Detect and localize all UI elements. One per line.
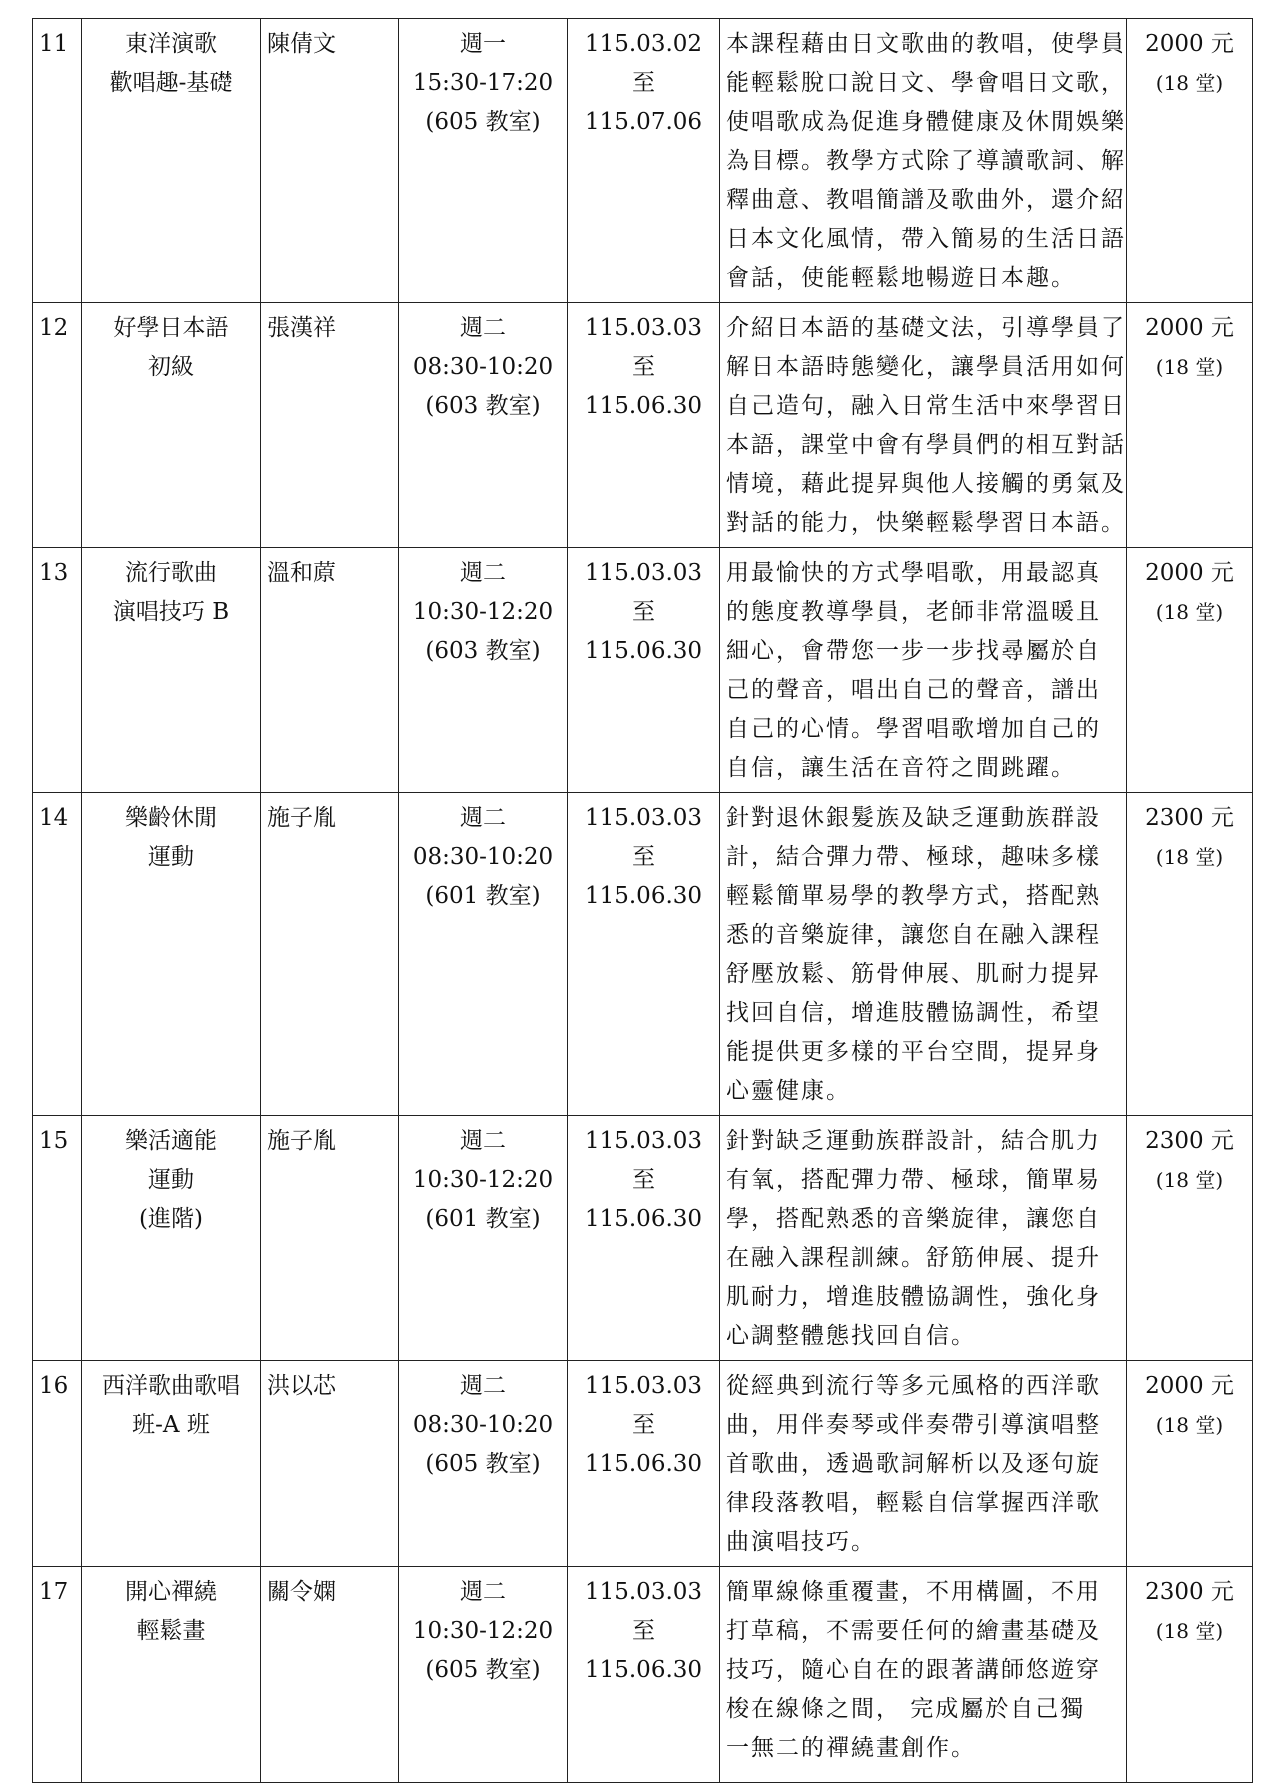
description-line: 律段落教唱，輕鬆自信掌握西洋歌 bbox=[726, 1490, 1101, 1516]
description-line: 曲演唱技巧。 bbox=[726, 1529, 876, 1555]
teacher-name: 施子胤 bbox=[267, 1128, 336, 1154]
fee-amount: 2000 元 bbox=[1145, 1373, 1234, 1399]
schedule-line: 10:30-12:20 bbox=[412, 1618, 554, 1644]
schedule-line: 08:30-10:20 bbox=[412, 1412, 554, 1438]
course-number: 12 bbox=[39, 315, 69, 341]
date-range-line: 至 bbox=[632, 354, 655, 380]
course-table bbox=[32, 18, 1253, 1783]
course-name-cell bbox=[82, 548, 261, 793]
date-range-line: 115.03.02 bbox=[584, 31, 703, 57]
description-cell bbox=[720, 548, 1127, 793]
schedule-cell bbox=[399, 1567, 568, 1783]
description-line: 在融入課程訓練。舒筋伸展、提升 bbox=[726, 1245, 1101, 1271]
date-range-line: 115.06.30 bbox=[584, 1206, 703, 1232]
date-range-line: 至 bbox=[632, 1618, 655, 1644]
schedule-line: (601 教室) bbox=[425, 883, 541, 909]
fee-cell bbox=[1127, 19, 1253, 303]
description-line: 對話的能力，快樂輕鬆學習日本語。 bbox=[726, 510, 1126, 536]
course-number-cell bbox=[33, 303, 82, 548]
session-count: (18 堂) bbox=[1155, 71, 1224, 95]
description-line: 技巧，隨心自在的跟著講師悠遊穿 bbox=[726, 1657, 1101, 1683]
schedule-line: 08:30-10:20 bbox=[412, 844, 554, 870]
date-range-line: 至 bbox=[632, 1412, 655, 1438]
schedule-cell bbox=[399, 1361, 568, 1567]
description-line: 悉的音樂旋律，讓您自在融入課程 bbox=[726, 922, 1101, 948]
description-line: 自己的心情。學習唱歌增加自己的 bbox=[726, 716, 1101, 742]
session-count: (18 堂) bbox=[1155, 1413, 1224, 1437]
description-line: 介紹日本語的基礎文法，引導學員了 bbox=[726, 315, 1126, 341]
schedule-cell bbox=[399, 1116, 568, 1361]
schedule-line: 週一 bbox=[460, 31, 506, 57]
schedule-cell bbox=[399, 303, 568, 548]
course-name-line: 樂齡休閒 bbox=[125, 805, 217, 831]
course-name-line: 演唱技巧 B bbox=[112, 599, 230, 625]
description-line: 心靈健康。 bbox=[726, 1078, 851, 1104]
description-line: 本課程藉由日文歌曲的教唱，使學員 bbox=[726, 31, 1126, 57]
description-line: 解日本語時態變化，讓學員活用如何 bbox=[726, 354, 1126, 380]
fee-amount: 2000 元 bbox=[1145, 31, 1234, 57]
fee-amount: 2300 元 bbox=[1145, 805, 1234, 831]
description-line: 本語，課堂中會有學員們的相互對話 bbox=[726, 432, 1126, 458]
session-count: (18 堂) bbox=[1155, 600, 1224, 624]
teacher-name: 陳倩文 bbox=[267, 31, 336, 57]
date-range-line: 115.07.06 bbox=[584, 109, 703, 135]
course-name-line: 運動 bbox=[148, 844, 194, 870]
schedule-line: (603 教室) bbox=[425, 638, 541, 664]
course-table-body bbox=[33, 19, 1253, 1783]
teacher-cell bbox=[261, 548, 399, 793]
table-row bbox=[33, 19, 1253, 303]
description-line: 用最愉快的方式學唱歌，用最認真 bbox=[726, 560, 1101, 586]
description-line: 針對退休銀髮族及缺乏運動族群設 bbox=[726, 805, 1101, 831]
date-range-line: 115.03.03 bbox=[584, 315, 703, 341]
fee-cell bbox=[1127, 1116, 1253, 1361]
schedule-line: 週二 bbox=[460, 315, 506, 341]
course-number: 13 bbox=[39, 560, 69, 586]
table-row bbox=[33, 1567, 1253, 1783]
fee-amount: 2300 元 bbox=[1145, 1579, 1234, 1605]
course-name-cell bbox=[82, 1567, 261, 1783]
course-name-line: 開心禪繞 bbox=[125, 1579, 217, 1605]
session-count: (18 堂) bbox=[1155, 1168, 1224, 1192]
course-number: 15 bbox=[39, 1128, 69, 1154]
date-range-cell bbox=[568, 19, 720, 303]
description-line: 輕鬆簡單易學的教學方式，搭配熟 bbox=[726, 883, 1101, 909]
description-line: 細心，會帶您一步一步找尋屬於自 bbox=[726, 638, 1101, 664]
date-range-line: 至 bbox=[632, 844, 655, 870]
description-line: 學，搭配熟悉的音樂旋律，讓您自 bbox=[726, 1206, 1101, 1232]
date-range-line: 115.03.03 bbox=[584, 805, 703, 831]
course-name-line: 運動 bbox=[148, 1167, 194, 1193]
session-count: (18 堂) bbox=[1155, 1619, 1224, 1643]
date-range-cell bbox=[568, 303, 720, 548]
schedule-cell bbox=[399, 793, 568, 1116]
date-range-line: 115.03.03 bbox=[584, 1373, 703, 1399]
course-name-line: 班-A 班 bbox=[132, 1412, 210, 1438]
session-count: (18 堂) bbox=[1155, 355, 1224, 379]
teacher-name: 張漢祥 bbox=[267, 315, 336, 341]
fee-cell bbox=[1127, 793, 1253, 1116]
date-range-line: 至 bbox=[632, 70, 655, 96]
description-line: 的態度教導學員，老師非常溫暖且 bbox=[726, 599, 1101, 625]
date-range-line: 115.06.30 bbox=[584, 1657, 703, 1683]
fee-cell bbox=[1127, 303, 1253, 548]
description-line: 釋曲意、教唱簡譜及歌曲外，還介紹 bbox=[726, 187, 1126, 213]
schedule-cell bbox=[399, 19, 568, 303]
course-number-cell bbox=[33, 1567, 82, 1783]
course-name-line: 樂活適能 bbox=[125, 1128, 217, 1154]
course-number-cell bbox=[33, 1361, 82, 1567]
date-range-line: 115.03.03 bbox=[584, 1128, 703, 1154]
teacher-cell bbox=[261, 19, 399, 303]
date-range-line: 至 bbox=[632, 1167, 655, 1193]
date-range-line: 至 bbox=[632, 599, 655, 625]
schedule-line: 10:30-12:20 bbox=[412, 1167, 554, 1193]
table-row bbox=[33, 303, 1253, 548]
description-line: 針對缺乏運動族群設計，結合肌力 bbox=[726, 1128, 1101, 1154]
schedule-line: 週二 bbox=[460, 1579, 506, 1605]
teacher-name: 溫和蒝 bbox=[267, 560, 336, 586]
description-cell bbox=[720, 1361, 1127, 1567]
date-range-cell bbox=[568, 793, 720, 1116]
course-name-line: 流行歌曲 bbox=[125, 560, 217, 586]
course-number: 14 bbox=[39, 805, 69, 831]
table-row bbox=[33, 793, 1253, 1116]
description-line: 簡單線條重覆畫，不用構圖，不用 bbox=[726, 1579, 1101, 1605]
fee-amount: 2000 元 bbox=[1145, 560, 1234, 586]
date-range-cell bbox=[568, 548, 720, 793]
course-name-line: 輕鬆畫 bbox=[136, 1618, 206, 1644]
course-name-cell bbox=[82, 1116, 261, 1361]
description-line: 打草稿，不需要任何的繪畫基礎及 bbox=[726, 1618, 1101, 1644]
description-cell bbox=[720, 1116, 1127, 1361]
course-name-line: 好學日本語 bbox=[113, 315, 229, 341]
schedule-line: (603 教室) bbox=[425, 393, 541, 419]
fee-amount: 2300 元 bbox=[1145, 1128, 1234, 1154]
description-line: 為目標。教學方式除了導讀歌詞、解 bbox=[726, 148, 1126, 174]
date-range-line: 115.06.30 bbox=[584, 883, 703, 909]
table-row bbox=[33, 1116, 1253, 1361]
description-line: 自己造句，融入日常生活中來學習日 bbox=[726, 393, 1126, 419]
session-count: (18 堂) bbox=[1155, 845, 1224, 869]
date-range-line: 115.06.30 bbox=[584, 393, 703, 419]
description-cell bbox=[720, 1567, 1127, 1783]
description-line: 有氧，搭配彈力帶、極球，簡單易 bbox=[726, 1167, 1101, 1193]
description-cell bbox=[720, 19, 1127, 303]
fee-cell bbox=[1127, 548, 1253, 793]
course-number: 11 bbox=[39, 31, 69, 57]
fee-cell bbox=[1127, 1361, 1253, 1567]
description-line: 一無二的禪繞畫創作。 bbox=[726, 1735, 976, 1761]
schedule-line: 週二 bbox=[460, 1373, 506, 1399]
fee-cell bbox=[1127, 1567, 1253, 1783]
course-number-cell bbox=[33, 19, 82, 303]
course-number-cell bbox=[33, 793, 82, 1116]
description-line: 日本文化風情，帶入簡易的生活日語 bbox=[726, 226, 1126, 252]
date-range-cell bbox=[568, 1116, 720, 1361]
date-range-line: 115.03.03 bbox=[584, 1579, 703, 1605]
date-range-line: 115.06.30 bbox=[584, 1451, 703, 1477]
description-line: 能輕鬆脫口說日文、學會唱日文歌， bbox=[726, 70, 1126, 96]
description-line: 從經典到流行等多元風格的西洋歌 bbox=[726, 1373, 1101, 1399]
schedule-line: (605 教室) bbox=[425, 1657, 541, 1683]
schedule-line: 10:30-12:20 bbox=[412, 599, 554, 625]
course-page bbox=[32, 18, 1252, 1783]
course-name-cell bbox=[82, 19, 261, 303]
description-line: 梭在線條之間， 完成屬於自己獨 bbox=[726, 1696, 1086, 1722]
schedule-line: (601 教室) bbox=[425, 1206, 541, 1232]
description-line: 肌耐力，增進肢體協調性，強化身 bbox=[726, 1284, 1101, 1310]
course-number: 17 bbox=[39, 1579, 69, 1605]
schedule-cell bbox=[399, 548, 568, 793]
course-name-line: 初級 bbox=[148, 354, 194, 380]
schedule-line: 週二 bbox=[460, 1128, 506, 1154]
teacher-cell bbox=[261, 793, 399, 1116]
description-line: 計，結合彈力帶、極球，趣味多樣 bbox=[726, 844, 1101, 870]
schedule-line: 15:30-17:20 bbox=[412, 70, 554, 96]
description-line: 心調整體態找回自信。 bbox=[726, 1323, 976, 1349]
description-line: 自信，讓生活在音符之間跳躍。 bbox=[726, 755, 1076, 781]
table-row bbox=[33, 1361, 1253, 1567]
schedule-line: 08:30-10:20 bbox=[412, 354, 554, 380]
description-cell bbox=[720, 303, 1127, 548]
course-number-cell bbox=[33, 1116, 82, 1361]
teacher-name: 關令嫻 bbox=[267, 1579, 336, 1605]
description-line: 己的聲音，唱出自己的聲音，譜出 bbox=[726, 677, 1101, 703]
teacher-cell bbox=[261, 303, 399, 548]
date-range-line: 115.03.03 bbox=[584, 560, 703, 586]
schedule-line: (605 教室) bbox=[425, 1451, 541, 1477]
description-line: 舒壓放鬆、筋骨伸展、肌耐力提昇 bbox=[726, 961, 1101, 987]
course-name-line: 西洋歌曲歌唱 bbox=[102, 1373, 240, 1399]
teacher-cell bbox=[261, 1361, 399, 1567]
teacher-name: 洪以芯 bbox=[267, 1373, 336, 1399]
description-line: 找回自信，增進肢體協調性，希望 bbox=[726, 1000, 1101, 1026]
course-name-line: 東洋演歌 bbox=[125, 31, 217, 57]
course-number: 16 bbox=[39, 1373, 69, 1399]
date-range-cell bbox=[568, 1361, 720, 1567]
table-row bbox=[33, 548, 1253, 793]
description-line: 會話，使能輕鬆地暢遊日本趣。 bbox=[726, 265, 1076, 291]
description-line: 能提供更多樣的平台空間，提昇身 bbox=[726, 1039, 1101, 1065]
teacher-name: 施子胤 bbox=[267, 805, 336, 831]
description-line: 首歌曲，透過歌詞解析以及逐句旋 bbox=[726, 1451, 1101, 1477]
schedule-line: 週二 bbox=[460, 560, 506, 586]
teacher-cell bbox=[261, 1116, 399, 1361]
description-line: 情境，藉此提昇與他人接觸的勇氣及 bbox=[726, 471, 1126, 497]
date-range-cell bbox=[568, 1567, 720, 1783]
schedule-line: (605 教室) bbox=[425, 109, 541, 135]
description-line: 曲，用伴奏琴或伴奏帶引導演唱整 bbox=[726, 1412, 1101, 1438]
schedule-line: 週二 bbox=[460, 805, 506, 831]
description-cell bbox=[720, 793, 1127, 1116]
course-name-line: 歡唱趣-基礎 bbox=[109, 70, 233, 96]
course-name-line: (進階) bbox=[139, 1206, 203, 1232]
description-line: 使唱歌成為促進身體健康及休閒娛樂 bbox=[726, 109, 1126, 135]
teacher-cell bbox=[261, 1567, 399, 1783]
fee-amount: 2000 元 bbox=[1145, 315, 1234, 341]
course-number-cell bbox=[33, 548, 82, 793]
date-range-line: 115.06.30 bbox=[584, 638, 703, 664]
course-name-cell bbox=[82, 303, 261, 548]
course-name-cell bbox=[82, 1361, 261, 1567]
course-name-cell bbox=[82, 793, 261, 1116]
